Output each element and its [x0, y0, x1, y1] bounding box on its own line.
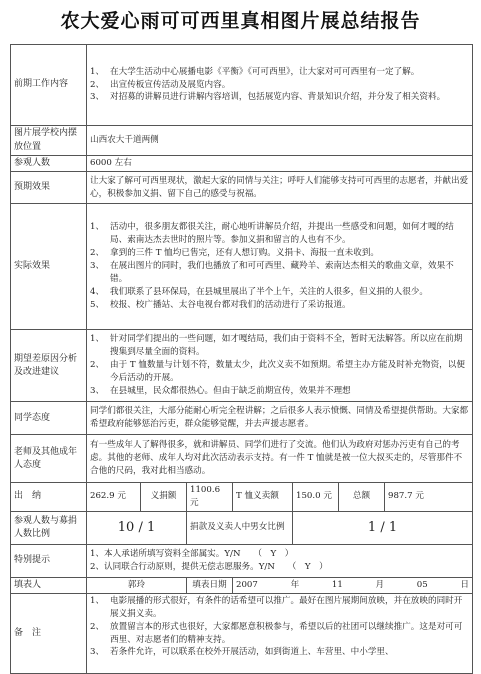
list-item [90, 79, 469, 92]
teachers-value: 有一些成年人了解得很多，就和讲解员、同学们进行了交流。他们认为政府对惩办污吏有自己的考虑。其他的老师、成年人均对此次活动表示支持。有一件 T 恤就是被一位大叔买走的，尽管那件不合他的尺码，我对此相当感动。 [87, 435, 473, 483]
actual-content [87, 204, 473, 330]
donation-label: 义捐额 [141, 483, 187, 512]
date-day-unit: 日 [460, 579, 470, 590]
list-item-text: 拿到的三件 T 恤均已售完，还有人想订购。义捐卡、海报一直未收到。 [110, 248, 380, 259]
list-item-text: 电影展播的形式很好，有条件的话希望可以推广。最好在图片展期间放映，并在放映的同时开展义捐义卖。 [110, 595, 463, 619]
report-title: 农大爱心雨可可西里真相图片展总结报告 [60, 10, 421, 32]
list-item-number: 2、 [90, 360, 105, 371]
list-item-number: 1、 [90, 222, 105, 233]
row-attendance [11, 156, 473, 172]
notes-list [90, 595, 469, 659]
date-month-unit: 月 [375, 579, 385, 590]
list-item-text: 活动中，很多朋友都很关注，耐心地听讲解员介绍，并提出一些感受和问题，如何才嘎的结局、索南达杰去世时的照片等。参加义捐和留言的人也有不少。 [110, 222, 454, 246]
list-item [90, 66, 469, 79]
students-value: 同学们都很关注，大部分能耐心听完全程讲解；之后很多人表示愤慨、同情及希望提供帮助。大家都希望政府能够惩治污吏，群众能够觉醒，并去声援志愿者。 [87, 402, 473, 435]
list-item [90, 247, 469, 260]
list-item-number: 3、 [90, 647, 105, 658]
row-filler [11, 577, 473, 593]
gap-content [87, 330, 473, 402]
list-item [90, 260, 469, 286]
list-item [90, 595, 469, 621]
ratio-value: 10 / 1 [87, 511, 187, 544]
date-month: 11 [331, 579, 343, 590]
date-value [233, 577, 473, 593]
list-item-number: 4、 [90, 286, 105, 297]
attendance-value: 6000 左右 [87, 156, 473, 172]
list-item-text: 若条件允许，可以联系在校外开展活动，如到街道上、车营里、中小学里、 [110, 647, 394, 658]
location-label: 图片展学校内摆放位置 [11, 126, 87, 156]
list-item-text: 我们联系了县环保局，在县城里展出了半个上午，关注的人很多，但义捐的人很少。 [110, 286, 428, 297]
list-item-number: 3、 [90, 261, 105, 272]
list-item [90, 646, 469, 659]
row-finance [11, 483, 473, 512]
row-notes [11, 593, 473, 673]
list-item-number: 3、 [90, 385, 105, 396]
tip-line-1: 1、本人承诺所填写资料全部属实。Y/N （ Y ） [90, 548, 294, 559]
tips-label: 特别提示 [11, 544, 87, 577]
row-gap [11, 330, 473, 402]
list-item-text: 在县城里，民众都很热心。但由于缺乏前期宣传，效果并不理想 [110, 385, 351, 396]
list-item-text: 由于 T 恤数量与计划不符，数量太少，此次义卖不如预期。希望主办方能及时补充物资，以便今后活动的开展。 [110, 360, 465, 383]
list-item [90, 286, 469, 299]
row-expected [11, 172, 473, 204]
expected-label: 预期效果 [11, 172, 87, 204]
list-item-number: 2、 [90, 248, 105, 259]
actual-label: 实际效果 [11, 204, 87, 330]
list-item-number: 2、 [90, 79, 105, 90]
filler-name: 郭玲 [87, 577, 187, 593]
list-item-text: 在大学生活动中心展播电影《平衡》《可可西里》，让大家对可可西里有一定了解。 [110, 66, 420, 77]
teachers-label: 老师及其他成年人态度 [11, 435, 87, 483]
donation-value: 1100.6 元 [187, 483, 233, 512]
list-item [90, 385, 469, 398]
expected-value: 让大家了解可可西里现状，激起大家的同情与关注；呼吁人们能够支持可可西里的志愿者，并献出爱心，积极参加义捐、留下自己的感受与祝福。 [87, 172, 473, 204]
gender-ratio-value: 1 / 1 [293, 511, 473, 544]
tshirt-value: 150.0 元 [293, 483, 339, 512]
row-prework [11, 45, 473, 126]
total-label: 总额 [339, 483, 385, 512]
list-item-number: 2、 [90, 621, 105, 632]
notes-label: 备 注 [11, 593, 87, 673]
date-year: 2007 [236, 579, 258, 590]
tip-line-2: 2、认同联合行动原则，提供无偿志愿服务。Y/N （ Y ） [90, 561, 328, 572]
list-item-text: 在展出图片的同时，我们也播放了和可可西里、藏羚羊、索南达杰相关的歌曲文章，效果不错。 [110, 261, 454, 284]
attendance-label: 参观人数 [11, 156, 87, 172]
prework-content [87, 45, 473, 126]
list-item-number: 1、 [90, 595, 105, 606]
ratio-label: 参观人数与募捐人数比例 [11, 511, 87, 544]
students-label: 同学态度 [11, 402, 87, 435]
date-year-unit: 年 [290, 579, 300, 590]
list-item-text: 放置留言本的形式也很好，大家都愿意积极参与，希望以后的社团可以继续推广。这是对可可西里、对志愿者们的精神支持。 [110, 621, 463, 645]
report-form [10, 44, 473, 674]
date-day: 05 [416, 579, 428, 590]
list-item-number: 1、 [90, 334, 105, 345]
prework-list [90, 66, 469, 105]
list-item [90, 91, 469, 104]
row-teachers [11, 435, 473, 483]
list-item [90, 299, 469, 312]
row-location [11, 126, 473, 156]
list-item [90, 359, 469, 385]
location-value: 山西农大千道两侧 [87, 126, 473, 156]
prework-label: 前期工作内容 [11, 45, 87, 126]
list-item [90, 221, 469, 247]
finance-amount: 262.9 元 [87, 483, 141, 512]
gender-ratio-label: 捐款及义卖人中男女比例 [187, 511, 293, 544]
list-item-text: 对招募的讲解员进行讲解内容培训，包括展览内容、背景知识介绍，并分发了相关资料。 [110, 92, 446, 103]
row-actual [11, 204, 473, 330]
list-item-text: 针对同学们提出的一些问题，如才嘎结局，我们由于资料不全，暂时无法解答。所以应在前期搜集到尽量全面的资料。 [110, 334, 463, 358]
notes-content [87, 593, 473, 673]
list-item [90, 621, 469, 647]
row-tips [11, 544, 473, 577]
list-item-text: 校报、校广播站、太谷电视台都对我们的活动进行了采访报道。 [110, 299, 351, 310]
list-item-text: 出宣传板宣传活动及展览内容。 [110, 79, 231, 90]
finance-label: 出 纳 [11, 483, 87, 512]
gap-list [90, 333, 469, 397]
list-item-number: 3、 [90, 92, 105, 103]
gap-label: 期望差原因分析及改进建议 [11, 330, 87, 402]
row-ratio [11, 511, 473, 544]
total-value: 987.7 元 [385, 483, 473, 512]
row-students [11, 402, 473, 435]
list-item-number: 5、 [90, 299, 105, 310]
tshirt-label: T 恤义卖额 [233, 483, 293, 512]
list-item-number: 1、 [90, 66, 105, 77]
tips-content [87, 544, 473, 577]
list-item [90, 333, 469, 359]
filler-label: 填表人 [11, 577, 87, 593]
date-label: 填表日期 [187, 577, 233, 593]
actual-list [90, 221, 469, 311]
